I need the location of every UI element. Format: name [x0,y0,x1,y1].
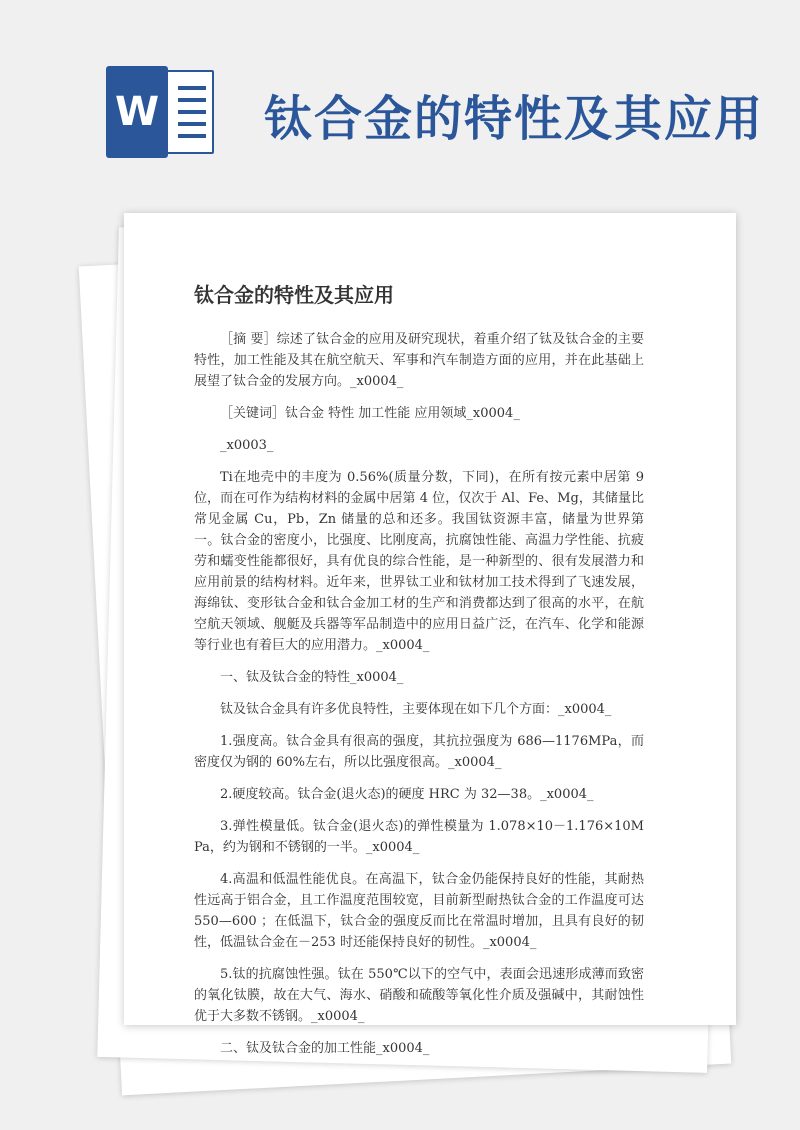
header-banner [0,0,800,200]
list-item: 1.强度高。钛合金具有很高的强度，其抗拉强度为 686—1176MPa，而密度仅为钢的 60%左右，所以比强度很高。_x0004_ [194,734,644,770]
section-heading: 一、钛及钛合金的特性_x0004_ [220,670,404,685]
section-heading: 二、钛及钛合金的加工性能_x0004_ [220,1041,430,1056]
text-line-icon [178,98,206,102]
list-item: 2.硬度较高。钛合金(退火态)的硬度 HRC 为 32—38。_x0004_ [220,787,594,802]
banner-title: 钛合金的特性及其应用 [264,91,765,147]
text-line-icon [178,86,206,90]
document-body [194,329,644,1070]
list-item: 4.高温和低温性能优良。在高温下，钛合金仍能保持良好的性能，其耐热性远高于铝合金，且工作温度范围较宽，目前新型耐热钛合金的工作温度可达 550—600 ；在低温下，钛合金的强度反而比在常温时增加，且具有良好的韧性，低温钛合金在－253 时还能保持良好的韧性。_x0004_ [194,872,644,950]
word-document-icon [106,66,216,158]
list-item: 3.弹性模量低。钛合金(退火态)的弹性模量为 1.078×10－1.176×10MPa，约为钢和不锈钢的一半。_x0004_ [194,819,644,855]
list-item: 5.钛的抗腐蚀性强。钛在 550℃以下的空气中，表面会迅速形成薄而致密的氧化钛膜，故在大气、海水、硝酸和硫酸等氧化性介质及强碱中，其耐蚀性优于大多数不锈钢。_x0004_ [194,967,644,1024]
word-logo-letter: W [106,66,168,158]
text-line-icon [178,122,206,126]
abstract-paragraph: ［摘 要］综述了钛合金的应用及研究现状，着重介绍了钛及钛合金的主要特性，加工性能及其在航空航天、军事和汽车制造方面的应用，并在此基础上展望了钛合金的发展方向。_x0004_ [194,332,644,389]
separator-marker: _x0003_ [220,438,274,453]
text-line-icon [178,134,206,138]
document-page [124,213,736,1056]
keywords-paragraph: ［关键词］钛合金 特性 加工性能 应用领域_x0004_ [220,406,520,421]
intro-paragraph: Ti在地壳中的丰度为 0.56%(质量分数，下同)，在所有按元素中居第 9 位，而在可作为结构材料的金属中居第 4 位，仅次于 Al、Fe、Mg，其储量比常见金属 Cu，Pb，Zn 储量的总和还多。我国钛资源丰富，储量为世界第一。钛合金的密度小，比强度、比刚度高，抗腐蚀性能、高温力学性能、抗疲劳和蠕变性能都很好，具有优良的综合性能，是一种新型的、很有发展潜力和应用前景的结构材料。近年来，世界钛工业和钛材加工技术得到了飞速发展，海绵钛、变形钛合金和钛合金加工材的生产和消费都达到了很高的水平，在航空航天领域、舰艇及兵器等军品制造中的应用日益广泛，在汽车、化学和能源等行业也有着巨大的应用潜力。_x0004_ [194,470,644,653]
body-paragraph: 钛及钛合金具有许多优良特性，主要体现在如下几个方面：_x0004_ [220,702,612,717]
document-title: 钛合金的特性及其应用 [194,283,394,307]
text-line-icon [178,110,206,114]
